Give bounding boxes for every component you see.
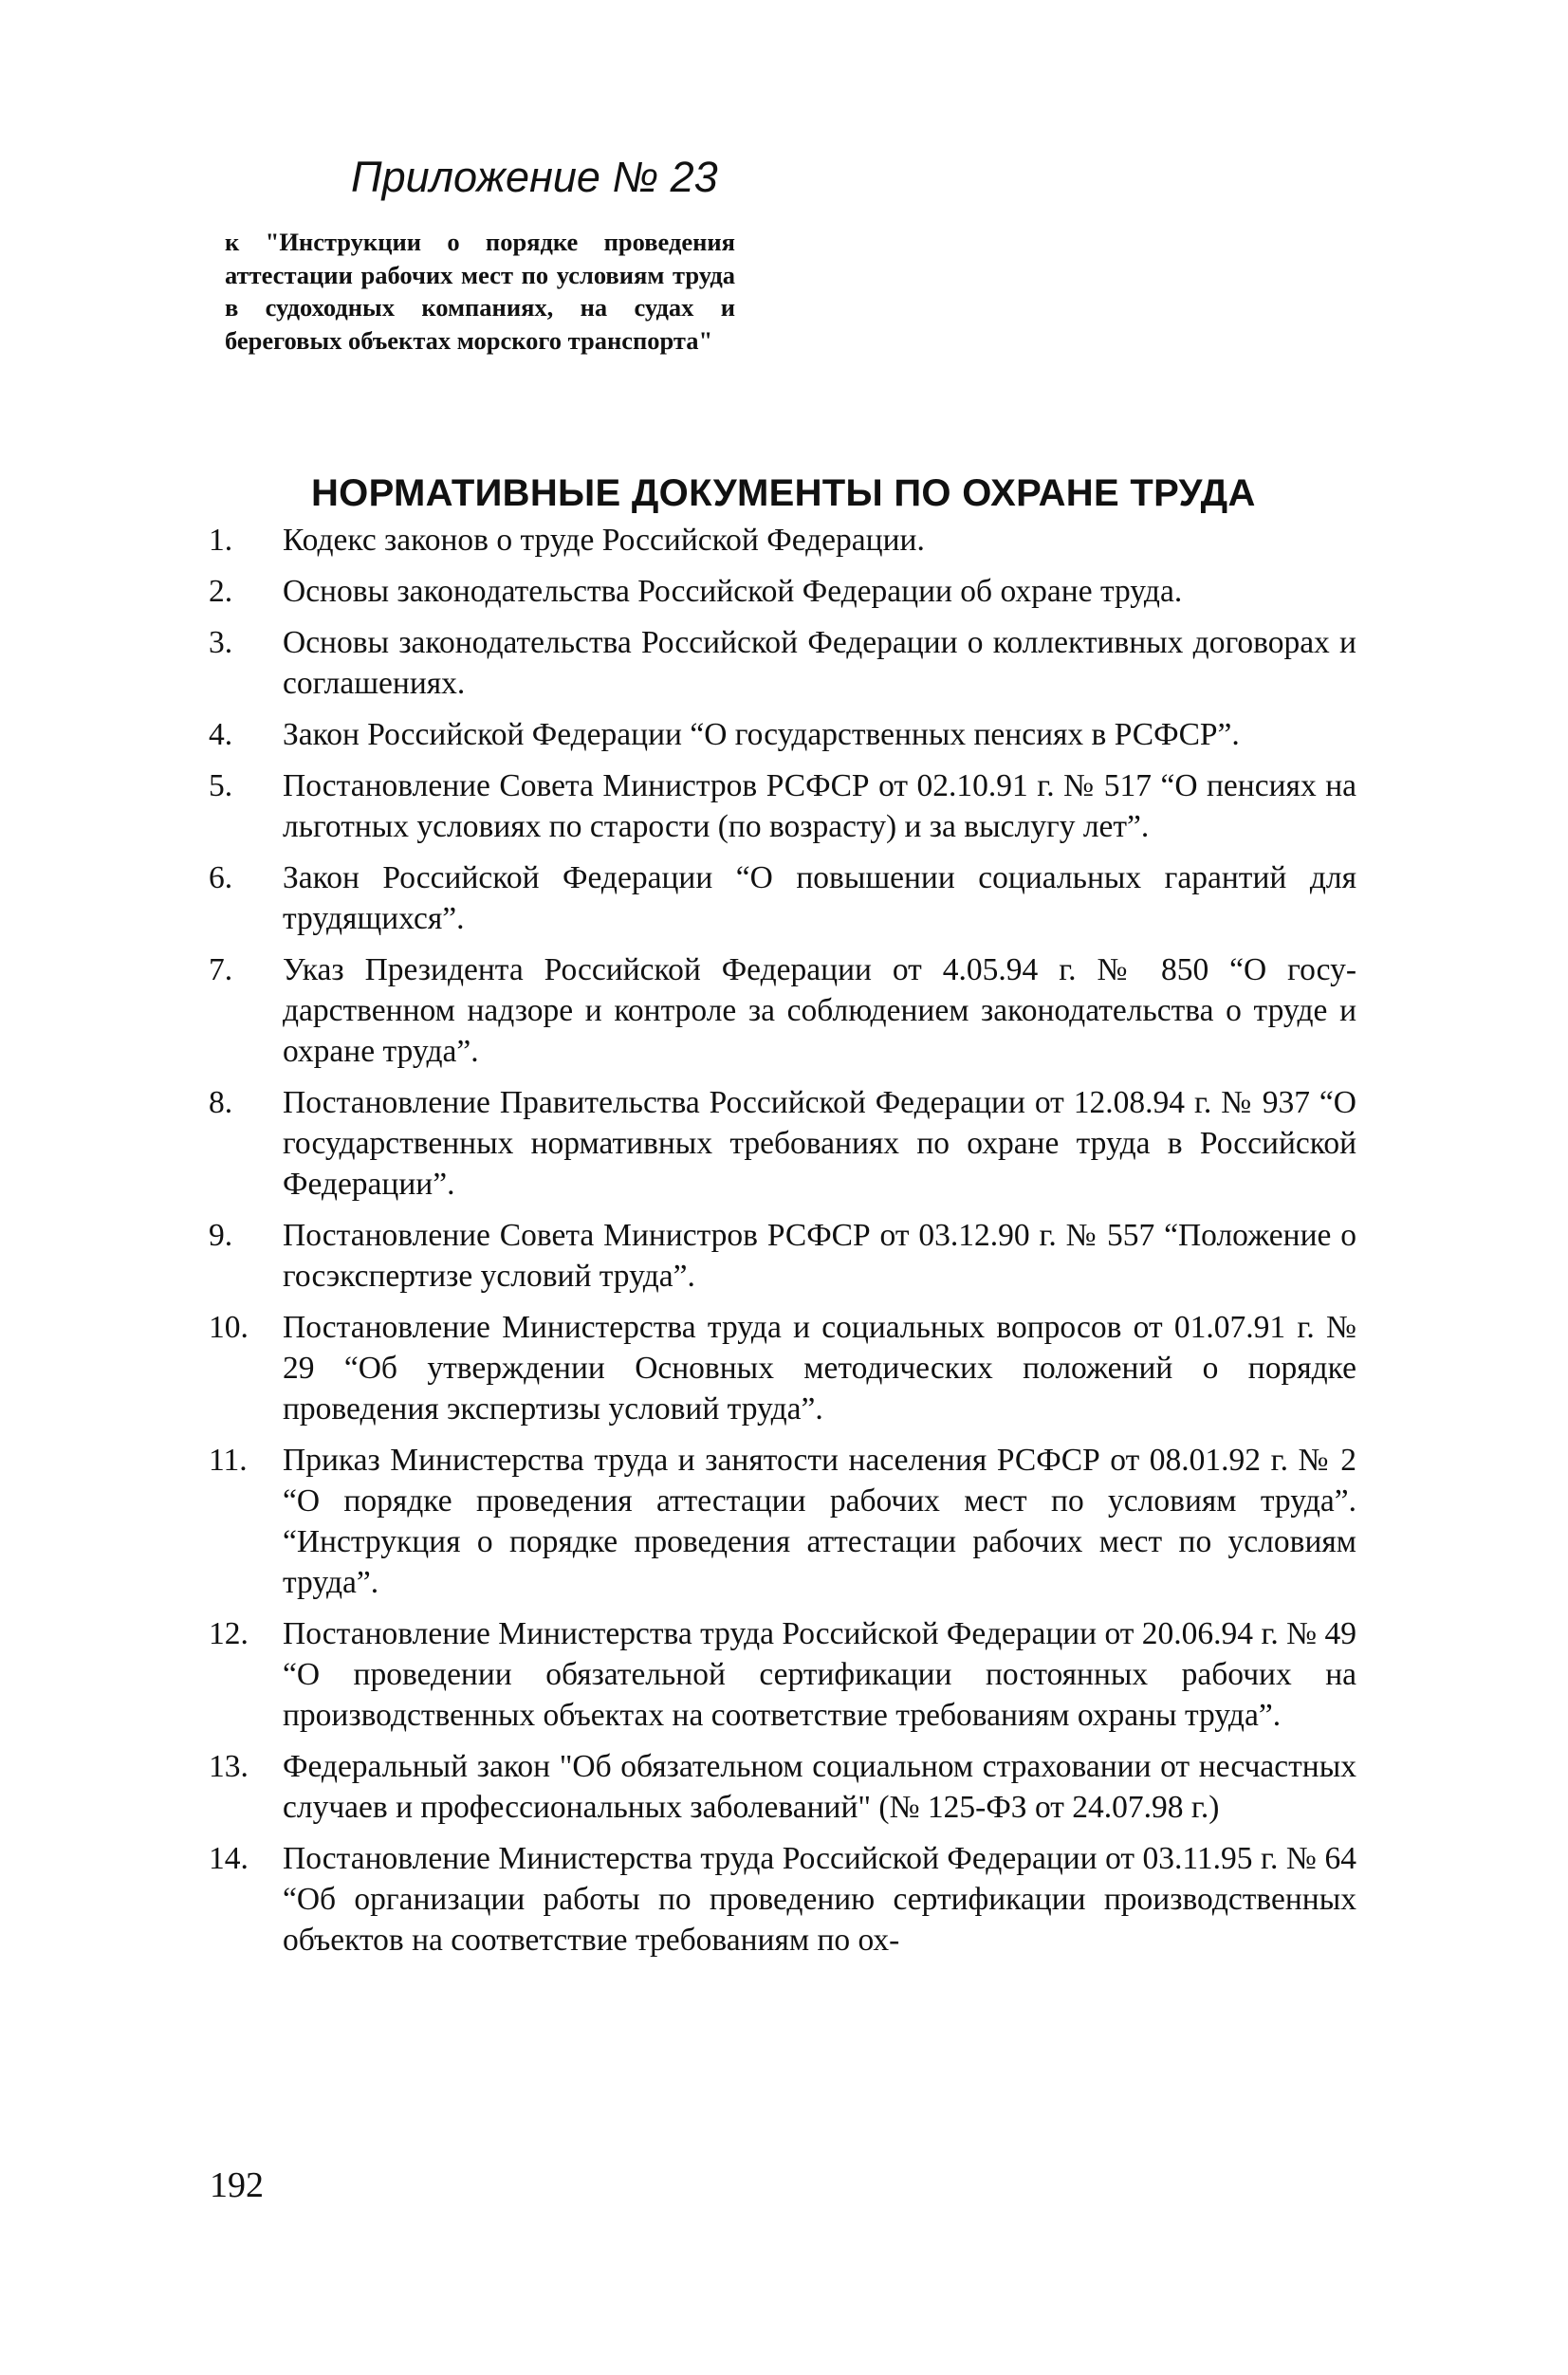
- list-item-text: Основы законодательства Российской Федерации о коллективных договорах и соглашениях.: [283, 625, 1356, 701]
- list-item-number: 1.: [209, 523, 233, 558]
- list-item-number: 14.: [209, 1841, 249, 1876]
- list-item-number: 9.: [209, 1218, 233, 1253]
- list-item: [209, 1440, 1356, 1603]
- list-item-text: Закон Российской Федерации “О повышении социальных гарантий для трудящихся”.: [283, 860, 1356, 936]
- page-number: 192: [210, 2165, 264, 2205]
- list-item: [209, 571, 1356, 612]
- list-item-number: 10.: [209, 1310, 249, 1345]
- list-item-number: 4.: [209, 717, 233, 752]
- list-item-text: Постановление Министерства труда Российской Федерации от 03.11.95 г. № 64 “Об организации работы по проведению сертификации производственных объектов на соответствие требованиям по ох-: [283, 1841, 1356, 1958]
- list-item-text: Постановление Министерства труда Российской Федерации от 20.06.94 г. № 49 “О проведении обязательной сертификации постоянных рабочих на производственных объектах на соответствие требованиям охраны труда”.: [283, 1616, 1356, 1733]
- list-item-number: 11.: [209, 1443, 248, 1478]
- list-item-text: Указ Президента Российской Федерации от 4.05.94 г. № 850 “О государственном надзоре и контроле за соблюдением законодательства о труде и охране труда”.: [283, 952, 1356, 1069]
- list-item-number: 6.: [209, 860, 233, 895]
- list-item-text: Кодекс законов о труде Российской Федерации.: [283, 523, 925, 558]
- list-item-text: Приказ Министерства труда и занятости населения РСФСР от 08.01.92 г. № 2 “О порядке проведения аттестации рабочих мест по условиям труда”. “Инструкция о порядке проведения аттестации рабочих мест по условиям труда”.: [283, 1443, 1356, 1600]
- list-item: [209, 520, 1356, 561]
- list-item-text: Закон Российской Федерации “О государственных пенсиях в РСФСР”.: [283, 717, 1240, 752]
- list-item-text: Постановление Министерства труда и социальных вопросов от 01.07.91 г. № 29 “Об утверждении Основных методических положений о порядке проведения экспертизы условий труда”.: [283, 1310, 1356, 1427]
- list-item-text: Постановление Совета Министров РСФСР от 02.10.91 г. № 517 “О пенсиях на льготных условиях по старости (по возрасту) и за выслугу лет”.: [283, 768, 1356, 844]
- list-item-text: Постановление Совета Министров РСФСР от 03.12.90 г. № 557 “Положение о госэкспертизе условий труда”.: [283, 1218, 1356, 1294]
- list-item-number: 12.: [209, 1616, 249, 1651]
- list-item-number: 5.: [209, 768, 233, 803]
- list-item: [209, 1613, 1356, 1736]
- list-item-text: Основы законодательства Российской Федерации об охране труда.: [283, 574, 1183, 609]
- list-item: [209, 1307, 1356, 1429]
- list-item: [209, 1838, 1356, 1961]
- list-item-text: Постановление Правительства Российской Федерации от 12.08.94 г. № 937 “О государственных нормативных требованиях по охране труда в Российской Федерации”.: [283, 1085, 1356, 1202]
- list-item: [209, 765, 1356, 847]
- list-item-number: 7.: [209, 952, 233, 987]
- list-item-number: 3.: [209, 625, 233, 660]
- list-item-number: 13.: [209, 1749, 249, 1784]
- list-item: [209, 1215, 1356, 1297]
- list-item: [209, 714, 1356, 755]
- documents-list: [209, 520, 1356, 1971]
- list-item-text: Федеральный закон "Об обязательном социальном страховании от несчастных случаев и профессиональных заболеваний" (№ 125-ФЗ от 24.07.98 г.): [283, 1749, 1356, 1825]
- section-heading: НОРМАТИВНЫЕ ДОКУМЕНТЫ ПО ОХРАНЕ ТРУДА: [311, 472, 1256, 514]
- list-item-number: 8.: [209, 1085, 233, 1120]
- list-item: [209, 1082, 1356, 1205]
- list-item: [209, 949, 1356, 1072]
- appendix-subtitle: к "Инструкции о порядке проведения аттестации рабочих мест по условиям труда в судоходных компаниях, на судах и береговых объектах морского транспорта": [225, 228, 735, 355]
- list-item-number: 2.: [209, 574, 233, 609]
- list-item: [209, 857, 1356, 939]
- list-item: [209, 1746, 1356, 1828]
- list-item: [209, 622, 1356, 704]
- appendix-title: Приложение № 23: [351, 153, 718, 201]
